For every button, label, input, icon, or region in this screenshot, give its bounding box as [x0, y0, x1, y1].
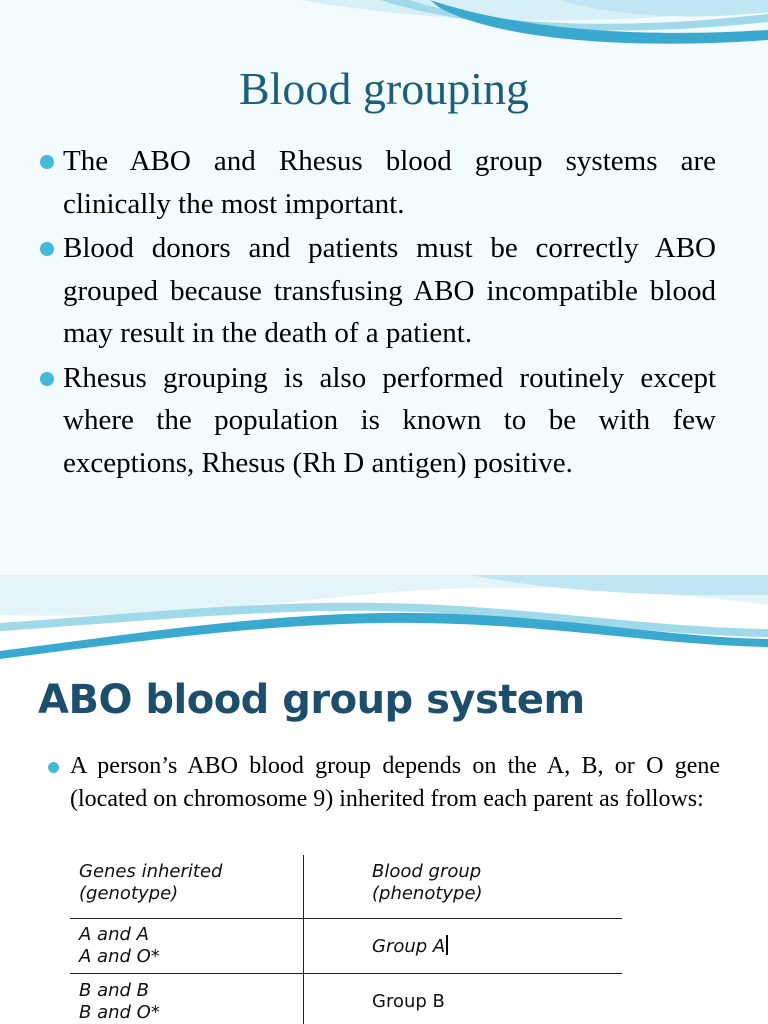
- slide-title: ABO blood group system: [38, 677, 585, 723]
- bullet-dot-icon: [40, 372, 54, 386]
- bullet-item: Rhesus grouping is also performed routinely except where the population is known to be with few exceptions, Rhesus (Rh D antigen) positive.: [40, 357, 716, 485]
- genes-cell: B and B B and O*: [79, 980, 160, 1023]
- bullet-item: The ABO and Rhesus blood group systems are clinically the most important.: [40, 140, 716, 225]
- header-wave-decoration: [0, 0, 768, 70]
- header-wave-decoration: [0, 575, 768, 665]
- bullet-item: Blood donors and patients must be correctly ABO grouped because transfusing ABO incompatible blood may result in the death of a patient.: [40, 227, 716, 355]
- genes-cell: A and A A and O*: [70, 919, 304, 974]
- group-cell: Group B: [304, 974, 623, 1024]
- table-header-row: [70, 855, 622, 919]
- table-row: [70, 919, 622, 974]
- bullet-list: [48, 750, 720, 816]
- text-cursor-icon: [446, 935, 448, 955]
- slide-title: Blood grouping: [238, 63, 530, 114]
- bullet-dot-icon: [40, 155, 54, 169]
- genotype-phenotype-table: [70, 855, 622, 1024]
- header-blood-group: Blood group (phenotype): [304, 855, 623, 919]
- bullet-item: A person’s ABO blood group depends on the A, B, or O gene (located on chromosome 9) inherited from each parent as follows:: [48, 750, 720, 816]
- group-cell: Group A: [304, 919, 623, 974]
- header-genes: Genes inherited (genotype): [70, 855, 304, 919]
- table-row: [70, 974, 622, 1024]
- bullet-list: [40, 140, 716, 486]
- slide-abo-system: [0, 575, 768, 1024]
- bullet-dot-icon: [40, 242, 54, 256]
- bullet-dot-icon: [48, 762, 59, 773]
